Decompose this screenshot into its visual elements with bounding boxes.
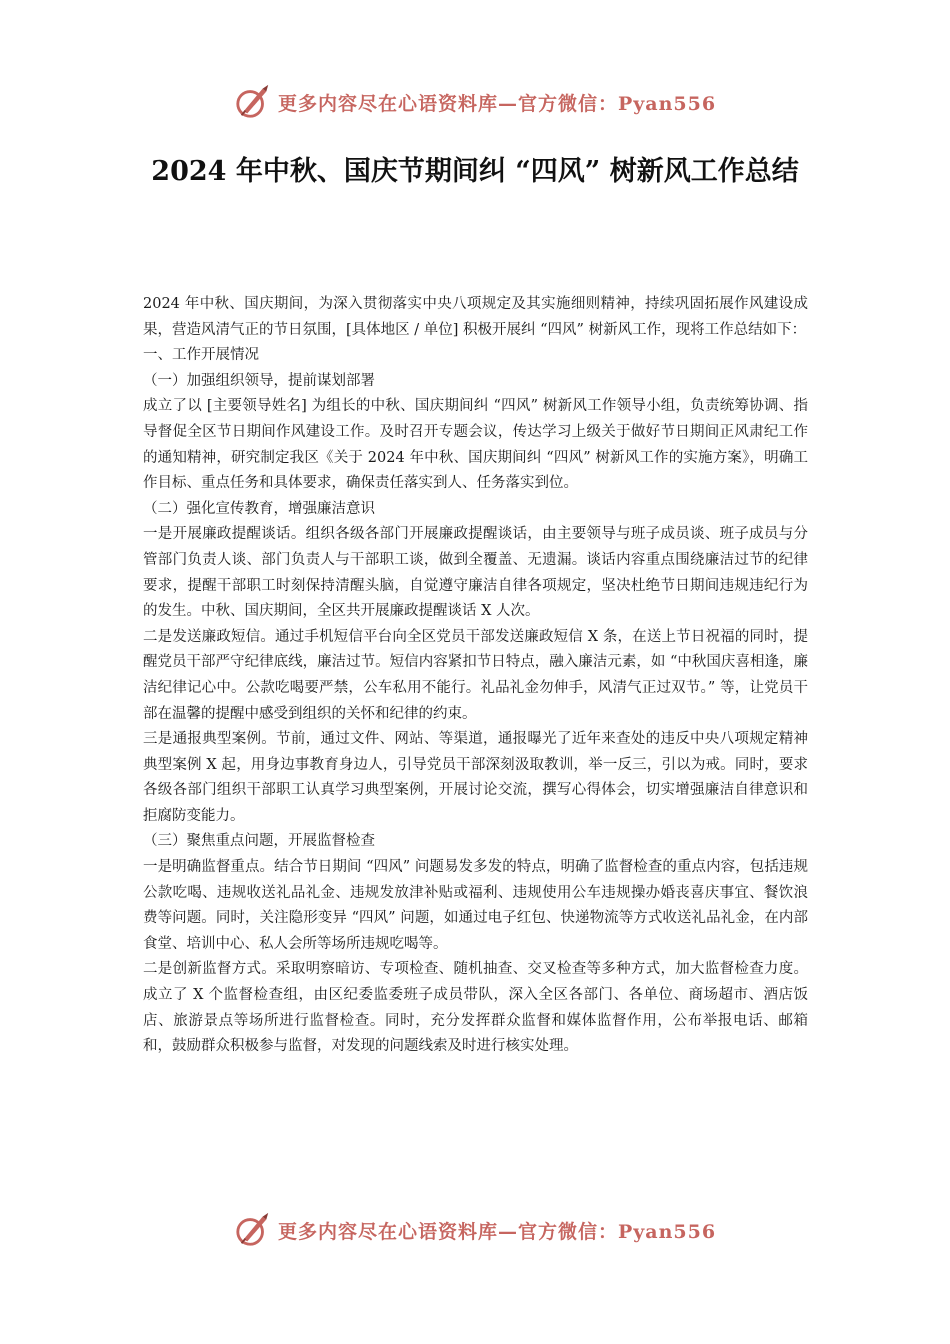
header-banner[interactable] (0, 82, 950, 122)
document-body (143, 292, 808, 1060)
writing-quill-logo-icon (234, 1211, 272, 1249)
body-paragraph: 一是开展廉政提醒谈话。组织各级各部门开展廉政提醒谈话，由主要领导与班子成员谈、班子成员与分管部门负责人谈、部门负责人与干部职工谈，做到全覆盖、无遗漏。谈话内容重点围绕廉洁过节的纪律要求，提醒干部职工时刻保持清醒头脑，自觉遵守廉洁自律各项规定，坚决杜绝节日期间违规违纪行为的发生。中秋、国庆期间，全区共开展廉政提醒谈话 X 人次。 (143, 526, 808, 620)
body-paragraph: 二是创新监督方式。采取明察暗访、专项检查、随机抽查、交叉检查等多种方式，加大监督检查力度。成立了 X 个监督检查组，由区纪委监委班子成员带队，深入全区各部门、各单位、商场超市、酒店饭店、旅游景点等场所进行监督检查。同时，充分发挥群众监督和媒体监督作用，公布举报电话、邮箱和，鼓励群众积极参与监督，对发现的问题线索及时进行核实处理。 (143, 961, 808, 1055)
subsection-heading: （一）加强组织领导，提前谋划部署 (143, 372, 375, 389)
banner-text: 更多内容尽在心语资料库—官方微信：Pyan556 (277, 92, 717, 115)
section-heading: 一、工作开展情况 (143, 347, 259, 364)
footer-banner[interactable] (0, 1210, 950, 1250)
banner-text: 更多内容尽在心语资料库—官方微信：Pyan556 (277, 1220, 717, 1243)
subsection-heading: （三）聚焦重点问题，开展监督检查 (143, 833, 375, 850)
body-paragraph: 三是通报典型案例。节前，通过文件、网站、等渠道，通报曝光了近年来查处的违反中央八项规定精神典型案例 X 起，用身边事教育身边人，引导党员干部深刻汲取教训，举一反三，引以为戒。同时，要求各级各部门组织干部职工认真学习典型案例，开展讨论交流，撰写心得体会，切实增强廉洁自律意识和拒腐防变能力。 (143, 731, 808, 824)
body-paragraph: 二是发送廉政短信。通过手机短信平台向全区党员干部发送廉政短信 X 条，在送上节日祝福的同时，提醒党员干部严守纪律底线，廉洁过节。短信内容紧扣节日特点，融入廉洁元素，如 “中秋国庆喜相逢，廉洁纪律记心中。公款吃喝要严禁，公车私用不能行。礼品礼金勿伸手，风清气正过双节。” 等，让党员干部在温馨的提醒中感受到组织的关怀和纪律的约束。 (143, 628, 808, 722)
intro-paragraph: 2024 年中秋、国庆期间，为深入贯彻落实中央八项规定及其实施细则精神，持续巩固拓展作风建设成果，营造风清气正的节日氛围，[具体地区 / 单位] 积极开展纠 “四风” 树新风工作，现将工作总结如下： (143, 296, 808, 338)
subsection-heading: （二）强化宣传教育，增强廉洁意识 (143, 500, 375, 517)
body-paragraph: 一是明确监督重点。结合节日期间 “四风” 问题易发多发的特点，明确了监督检查的重点内容，包括违规公款吃喝、违规收送礼品礼金、违规发放津补贴或福利、违规使用公车违规操办婚丧喜庆事宜、餐饮浪费等问题。同时，关注隐形变异 “四风” 问题，如通过电子红包、快递物流等方式收送礼品礼金，在内部食堂、培训中心、私人会所等场所违规吃喝等。 (143, 859, 808, 952)
writing-quill-logo-icon (234, 83, 272, 121)
body-paragraph: 成立了以 [主要领导姓名] 为组长的中秋、国庆期间纠 “四风” 树新风工作领导小组，负责统筹协调、指导督促全区节日期间作风建设工作。及时召开专题会议，传达学习上级关于做好节日期间正风肃纪工作的通知精神，研究制定我区《关于 2024 年中秋、国庆期间纠 “四风” 树新风工作的实施方案》，明确工作目标、重点任务和具体要求，确保责任落实到人、任务落实到位。 (143, 398, 808, 492)
document-title: 2024 年中秋、国庆节期间纠 “四风” 树新风工作总结 (151, 156, 799, 187)
